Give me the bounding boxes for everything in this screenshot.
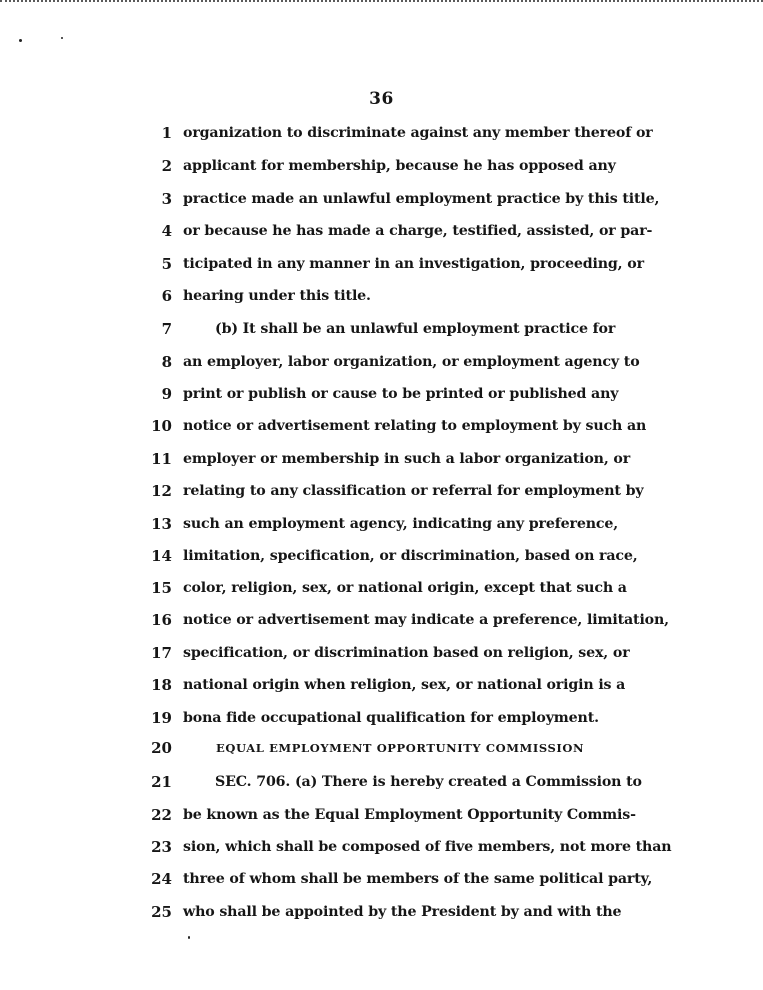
line-number: 4 — [161, 222, 172, 240]
page-number: 36 — [369, 89, 394, 109]
line-text: or because he has made a charge, testified, assisted, or par- — [183, 223, 653, 239]
line-number: 6 — [161, 287, 172, 305]
line-number: 8 — [161, 353, 172, 371]
text-line — [150, 900, 622, 924]
line-number: 5 — [161, 255, 172, 273]
line-text: practice made an unlawful employment practice by this title, — [183, 191, 660, 207]
line-text: relating to any classification or referral for employment by — [183, 483, 644, 499]
line-number: 23 — [151, 838, 172, 856]
line-number: 21 — [151, 773, 172, 791]
line-number: 15 — [151, 579, 172, 597]
text-line — [150, 576, 627, 600]
line-text: print or publish or cause to be printed or published any — [183, 386, 619, 402]
text-line — [150, 706, 610, 730]
line-number: 25 — [151, 903, 172, 921]
text-line — [150, 382, 619, 406]
line-text: organization to discriminate against any member thereof or — [183, 125, 653, 141]
text-line — [150, 317, 616, 341]
text-line — [150, 673, 626, 697]
line-number: 3 — [161, 190, 172, 208]
text-line — [150, 867, 653, 891]
text-line — [150, 154, 616, 178]
text-line — [150, 512, 619, 536]
line-number: 2 — [161, 157, 172, 175]
line-text: hearing under this title. — [183, 288, 371, 304]
line-number: 24 — [151, 870, 172, 888]
text-line — [150, 121, 653, 145]
text-line — [150, 284, 610, 308]
line-number: 9 — [161, 385, 172, 403]
scan-speck — [188, 936, 190, 939]
line-number: 22 — [151, 806, 172, 824]
line-text: such an employment agency, indicating any preference, — [183, 516, 619, 532]
line-text: (b) It shall be an unlawful employment practice for — [215, 321, 616, 337]
line-text: applicant for membership, because he has opposed any — [183, 158, 616, 174]
line-text: an employer, labor organization, or employment agency to — [183, 354, 640, 370]
text-line — [150, 447, 631, 471]
text-line — [150, 479, 644, 503]
text-line — [150, 803, 636, 827]
scan-speck — [61, 37, 63, 39]
section-heading: EQUAL EMPLOYMENT OPPORTUNITY COMMISSION — [216, 741, 585, 755]
line-text: sion, which shall be composed of five members, not more than — [183, 839, 672, 855]
line-number: 18 — [151, 676, 172, 694]
text-line — [150, 350, 640, 374]
line-text: national origin when religion, sex, or national origin is a — [183, 677, 626, 693]
line-number: 12 — [151, 482, 172, 500]
line-text: SEC. 706. (a) There is hereby created a Commission to — [215, 774, 642, 790]
line-text: who shall be appointed by the President by and with the — [183, 904, 622, 920]
line-number: 19 — [151, 709, 172, 727]
line-text: notice or advertisement may indicate a preference, limitation, — [183, 612, 669, 628]
line-number: 16 — [151, 611, 172, 629]
line-number: 17 — [151, 644, 172, 662]
line-number: 20 — [151, 739, 172, 757]
text-line — [150, 608, 669, 632]
text-line — [150, 544, 638, 568]
page-top-edge — [0, 0, 763, 2]
scan-speck — [19, 39, 22, 42]
line-number: 14 — [151, 547, 172, 565]
line-text: three of whom shall be members of the same political party, — [183, 871, 653, 887]
line-number: 10 — [151, 417, 172, 435]
text-line — [150, 414, 647, 438]
text-line — [150, 219, 653, 243]
line-text: specification, or discrimination based on religion, sex, or — [183, 645, 630, 661]
line-number: 7 — [161, 320, 172, 338]
text-line — [150, 187, 660, 211]
text-line — [150, 736, 610, 760]
text-line — [150, 835, 672, 859]
line-number: 11 — [151, 450, 172, 468]
line-text: be known as the Equal Employment Opportunity Commis- — [183, 807, 636, 823]
line-text: bona fide occupational qualification for employment. — [183, 710, 599, 726]
line-number: 1 — [161, 124, 172, 142]
text-line — [150, 252, 644, 276]
text-line — [150, 641, 630, 665]
line-text: ticipated in any manner in an investigation, proceeding, or — [183, 256, 644, 272]
line-text: limitation, specification, or discrimination, based on race, — [183, 548, 638, 564]
line-number: 13 — [151, 515, 172, 533]
line-text: notice or advertisement relating to employment by such an — [183, 418, 647, 434]
line-text: employer or membership in such a labor organization, or — [183, 451, 631, 467]
text-line — [150, 770, 642, 794]
line-text: color, religion, sex, or national origin, except that such a — [183, 580, 627, 596]
